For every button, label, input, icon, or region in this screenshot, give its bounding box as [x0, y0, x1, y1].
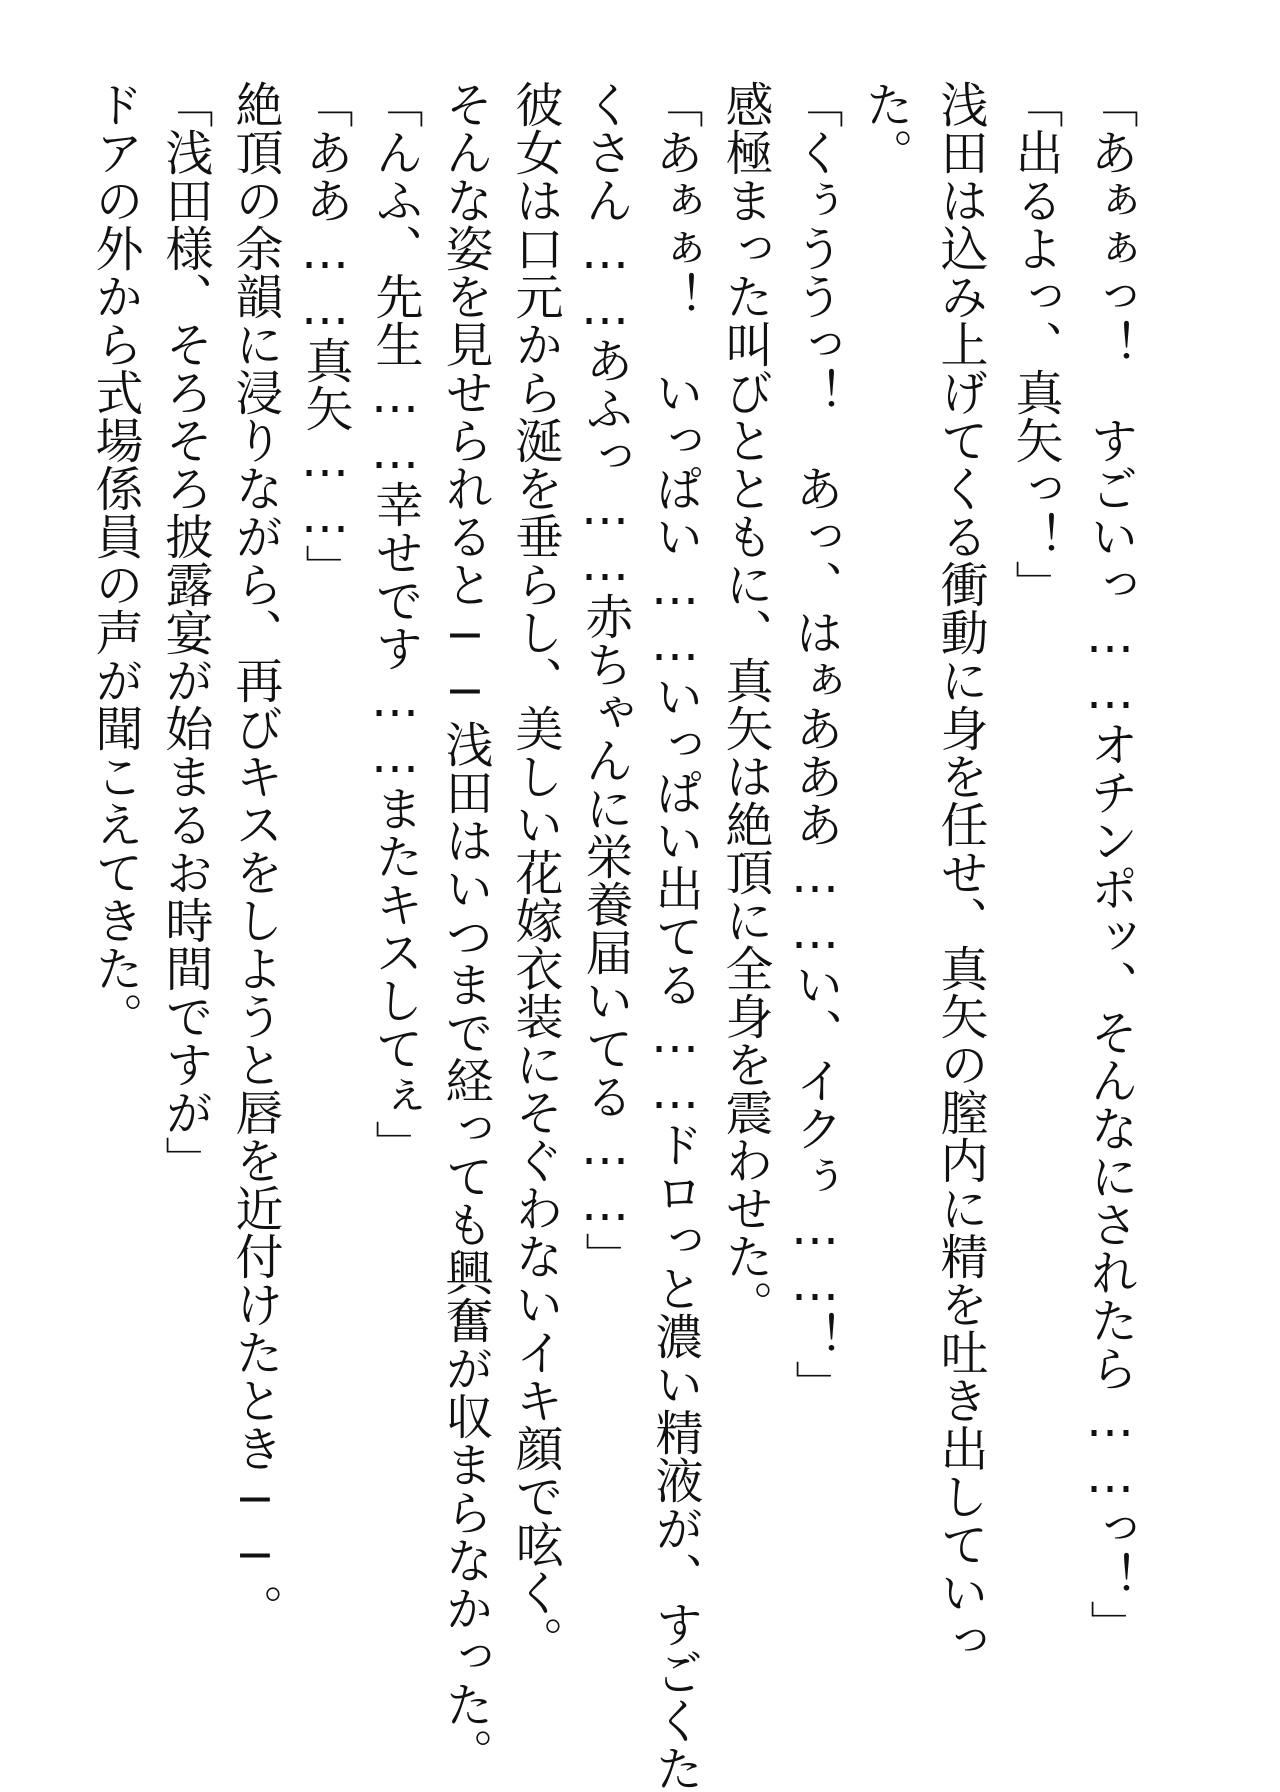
text-line: 浅田は込み上げてくる衝動に身を任せ、真矢の膣内に精を吐き出していっ	[932, 80, 988, 1664]
text-line: くさん……あふっ……赤ちゃんに栄養届いてる……」	[577, 80, 633, 1280]
text-line: 彼女は口元から涎を垂らし、美しい花嫁衣装にそぐわないイキ顔で呟く。	[507, 80, 563, 1664]
text-line: 感極まった叫びとともに、真矢は絶頂に全身を震わせた。	[717, 80, 773, 1328]
text-line: 「あぁぁ！ いっぱい……いっぱい出てる……ドロっと濃い精液が、すごくた	[647, 80, 703, 1792]
text-line: 「浅田様、そろそろ披露宴が始まるお時間ですが」	[157, 80, 213, 1184]
text-line: 「くぅううっ！ あっ、はぁあああ……い、イクぅ……！」	[787, 80, 843, 1408]
text-line: 絶頂の余韻に浸りながら、再びキスをしようと唇を近付けたとき──。	[227, 80, 283, 1632]
text-line: た。	[857, 80, 913, 176]
text-line: 「んふ、先生……幸せです……またキスしてぇ」	[367, 80, 423, 1168]
text-line: ドアの外から式場係員の声が聞こえてきた。	[87, 80, 143, 1040]
text-line: 「あぁぁっ！ すごいっ……オチンポッ、そんなにされたら……っ！」	[1082, 80, 1138, 1648]
text-line: 「ああ……真矢……」	[297, 80, 353, 592]
text-line: 「出るよっ、真矢っ！」	[1007, 80, 1063, 608]
text-line: そんな姿を見せられると──浅田はいつまで経っても興奮が収まらなかった。	[437, 80, 493, 1776]
